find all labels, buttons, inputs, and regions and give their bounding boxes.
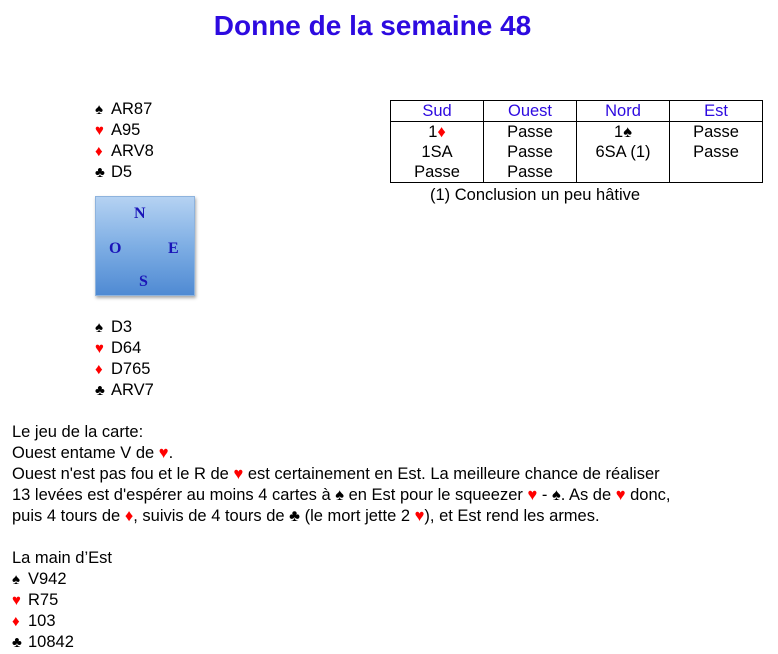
diamond-icon: ♦ [95,143,103,160]
east-spades [12,569,772,590]
play-heading: Le jeu de la carte: [12,423,144,441]
club-icon: ♣ [12,634,22,651]
text-segment: . As de [560,486,616,504]
compass-west: O [109,240,122,257]
play-line [12,506,772,527]
north-spades [95,99,154,120]
spade-icon: ♠ [12,571,20,588]
compass-south: S [139,273,148,290]
south-clubs-cards: ARV7 [111,381,154,399]
east-heading: La main d’Est [12,549,112,567]
page-title: Donne de la semaine 48 [213,10,532,41]
heart-icon: ♥ [158,444,169,462]
spade-icon: ♠ [335,486,345,504]
text-segment: puis 4 tours de [12,507,125,525]
bidding-header-row [391,101,763,122]
text-segment: . [168,444,174,462]
bid-cell: Passe [670,122,763,143]
south-diamonds [95,359,154,380]
commentary [12,422,772,653]
heart-icon: ♥ [95,340,104,357]
north-hearts [95,120,154,141]
north-hearts-cards: A95 [111,121,141,139]
east-clubs-cards: 10842 [28,633,74,651]
play-line [12,485,772,506]
text-segment: Ouest n'est pas fou et le R de [12,465,234,483]
text-segment: , suivis de 4 tours de [133,507,290,525]
club-icon: ♣ [95,164,105,181]
bid-cell: Passe [670,142,763,162]
south-hearts [95,338,154,359]
spade-icon: ♠ [551,486,561,504]
bid-cell: Passe [484,162,577,183]
bid-cell: 1SA [391,142,484,162]
bid-cell [577,162,670,183]
text-segment: (le mort jette 2 [300,507,415,525]
east-spades-cards: V942 [28,570,67,588]
east-diamonds [12,611,772,632]
bidding-row [391,122,763,143]
club-icon: ♣ [95,382,105,399]
spade-icon: ♠ [623,123,632,141]
compass-east: E [168,240,179,257]
spacer [12,527,772,548]
north-hand [95,99,154,183]
compass-box [95,196,195,296]
compass-north: N [134,205,146,222]
heart-icon: ♥ [12,592,21,609]
bid-cell: Passe [484,122,577,143]
south-hand [95,317,154,401]
bidding-row [391,162,763,183]
text-segment: Ouest entame V de [12,444,159,462]
header-ouest: Ouest [484,101,577,122]
header-nord: Nord [577,101,670,122]
heart-icon: ♥ [527,486,538,504]
text-segment: donc, [625,486,671,504]
header-est: Est [670,101,763,122]
north-diamonds [95,141,154,162]
text-segment: est certainement en Est. La meilleure chance de réaliser [243,465,660,483]
heart-icon: ♥ [95,122,104,139]
play-line [12,443,772,464]
bid-cell: Passe [391,162,484,183]
south-diamonds-cards: D765 [111,360,151,378]
heart-icon: ♥ [233,465,244,483]
east-diamonds-cards: 103 [28,612,56,630]
bidding-note: (1) Conclusion un peu hâtive [430,186,641,204]
diamond-icon: ♦ [437,123,446,141]
play-line [12,464,772,485]
diamond-icon: ♦ [12,613,20,630]
south-hearts-cards: D64 [111,339,142,357]
bid-text: 1 [614,123,624,141]
south-spades [95,317,154,338]
bid-cell: 6SA (1) [577,142,670,162]
south-spades-cards: D3 [111,318,133,336]
spade-icon: ♠ [95,319,103,336]
bid-text: 1 [428,123,438,141]
bid-cell [670,162,763,183]
heart-icon: ♥ [615,486,626,504]
text-segment: en Est pour le squeezer [344,486,528,504]
text-segment: 13 levées est d'espérer au moins 4 cartes à [12,486,336,504]
east-hearts-cards: R75 [28,591,59,609]
bid-cell: Passe [484,142,577,162]
bidding-table [390,100,763,183]
south-clubs [95,380,154,401]
bid-cell [577,122,670,143]
north-spades-cards: AR87 [111,100,153,118]
east-clubs [12,632,772,653]
heart-icon: ♥ [414,507,425,525]
east-hearts [12,590,772,611]
text-segment: ), et Est rend les armes. [424,507,600,525]
north-clubs [95,162,154,183]
north-clubs-cards: D5 [111,163,133,181]
spade-icon: ♠ [95,101,103,118]
club-icon: ♣ [289,507,300,525]
north-diamonds-cards: ARV8 [111,142,154,160]
bidding-row [391,142,763,162]
diamond-icon: ♦ [124,507,134,525]
diamond-icon: ♦ [95,361,103,378]
header-sud: Sud [391,101,484,122]
text-segment: - [537,486,552,504]
bid-cell [391,122,484,143]
